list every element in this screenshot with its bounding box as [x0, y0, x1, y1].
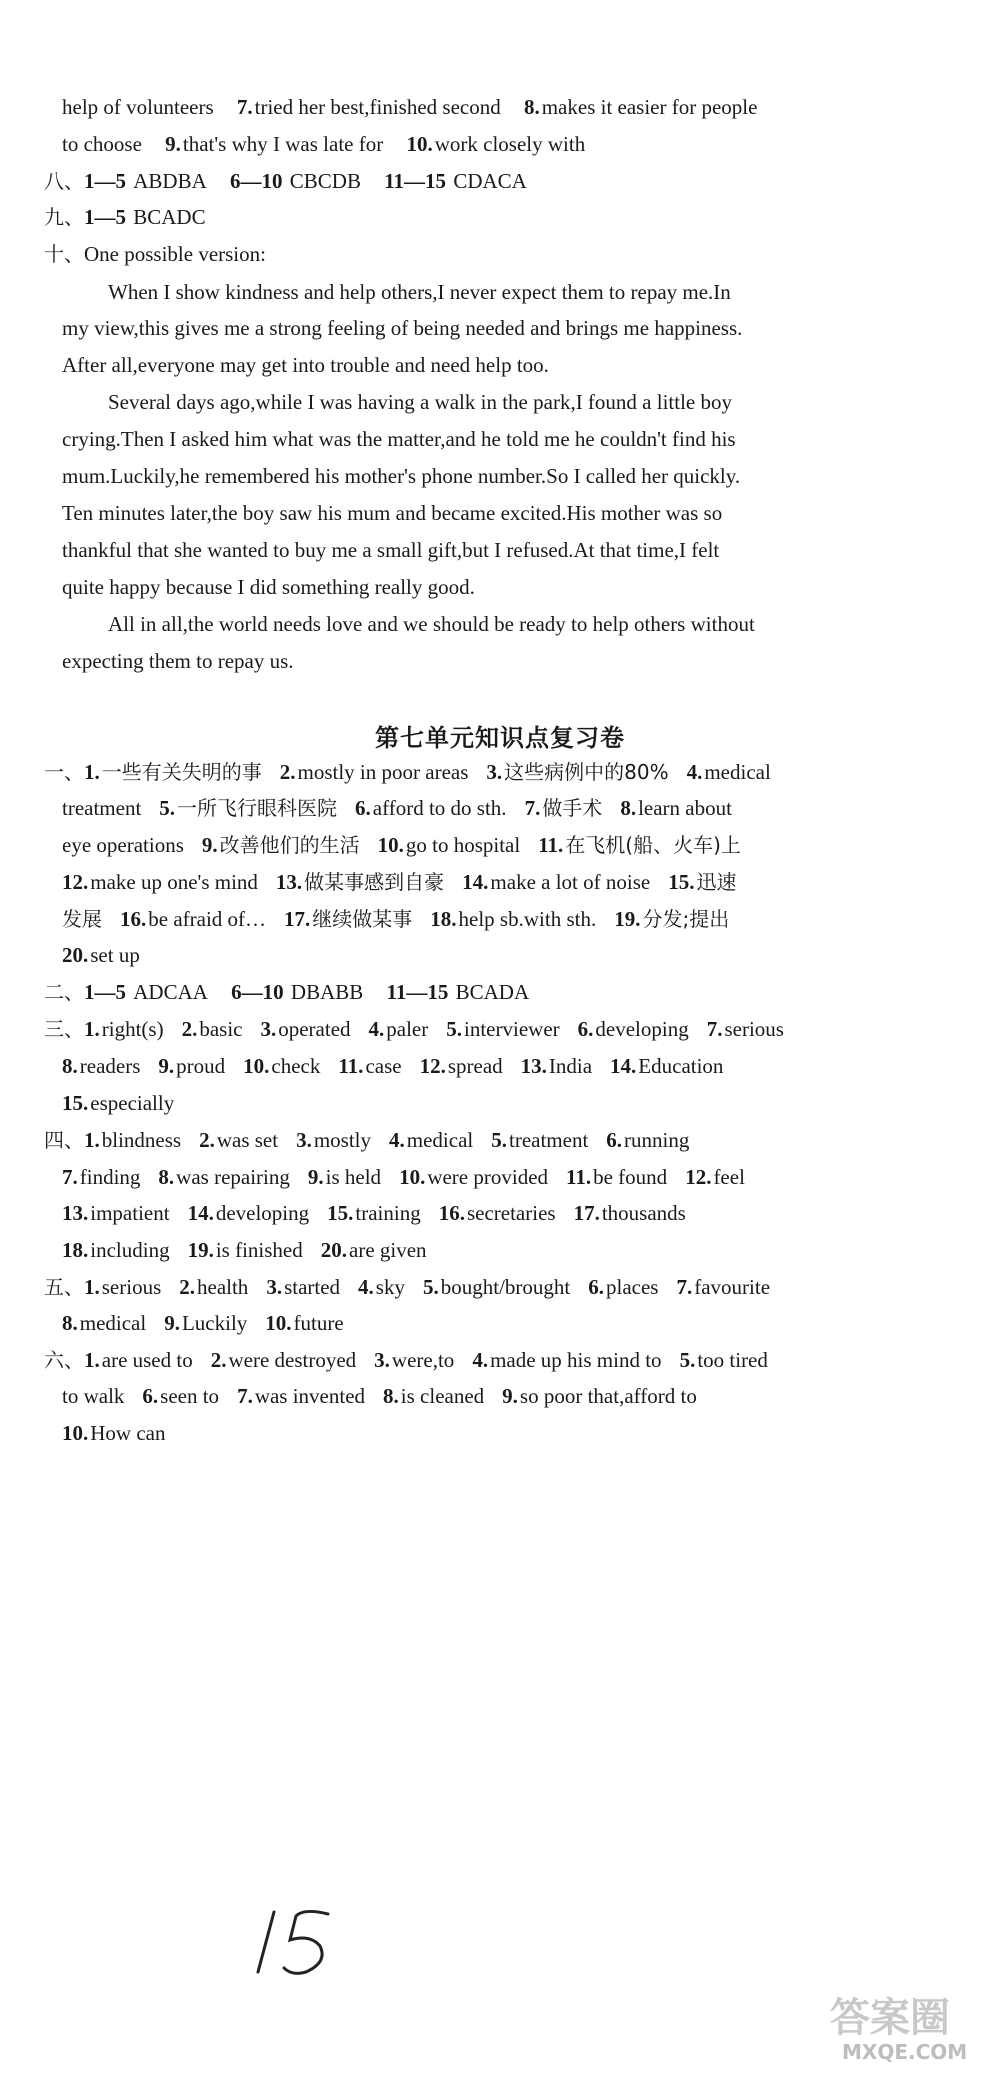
answer-text: DBABB [290, 980, 364, 1004]
answer-text: mostly [313, 1128, 372, 1152]
svg-text:MXQE.COM: MXQE.COM [842, 2040, 968, 2064]
item-number: 6. [606, 1128, 623, 1152]
answer-line [62, 1235, 427, 1265]
essay-line: After all,everyone may get into trouble and need help too. [62, 353, 549, 377]
answer-text: is finished [215, 1238, 303, 1262]
answer-text: learn about [638, 796, 732, 820]
answer-text: were provided [427, 1165, 549, 1189]
item-number: 7. [237, 1384, 253, 1408]
item-number: 6. [577, 1017, 594, 1041]
answer-text: 迅速 [696, 870, 737, 894]
answer-text: operated [278, 1017, 351, 1041]
answer-text: is held [325, 1165, 382, 1189]
continued-line-2 [62, 129, 585, 159]
essay-line: thankful that she wanted to buy me a small gift,but I refused.At that time,I felt [62, 538, 720, 562]
answer-text: bought/brought [440, 1275, 571, 1299]
answer-text: BCADC [133, 205, 206, 229]
section-label: 八、 [44, 169, 84, 193]
item-number: 7. [236, 95, 253, 119]
item-number: 3. [260, 1017, 277, 1041]
item-number: 19. [614, 907, 641, 931]
answer-text: were destroyed [228, 1348, 357, 1372]
item-number: 1. [84, 1275, 100, 1299]
item-number: 9. [201, 833, 218, 857]
unit-title: 第七单元知识点复习卷 [375, 724, 625, 752]
section-label: 十、 [44, 242, 84, 266]
item-number: 3. [296, 1128, 312, 1152]
answer-text: interviewer [464, 1017, 560, 1041]
item-number: 1. [84, 1017, 100, 1041]
answer-line [62, 793, 732, 823]
answer-line [62, 1051, 723, 1081]
item-number: 6. [355, 796, 371, 820]
range-label: 6—10 [231, 980, 284, 1004]
answer-text: CDACA [453, 169, 527, 193]
range-label: 1—5 [84, 169, 126, 193]
answer-text: spread [447, 1054, 503, 1078]
answer-text: help sb.with sth. [458, 907, 597, 931]
answer-text: so poor that,afford to [519, 1384, 697, 1408]
answer-text: started [284, 1275, 341, 1299]
answer-text: finding [79, 1165, 141, 1189]
answer-text: medical [704, 760, 771, 784]
answer-text: thousands [601, 1201, 686, 1225]
answer-text: serious [724, 1017, 784, 1041]
item-number: 4. [472, 1348, 489, 1372]
answer-text: be afraid of… [148, 907, 267, 931]
item-number: 16. [438, 1201, 465, 1225]
item-number: 3. [266, 1275, 283, 1299]
answer-text: help of volunteers [62, 95, 214, 119]
answer-text: Education [638, 1054, 724, 1078]
svg-text:答案圈: 答案圈 [830, 1995, 950, 2041]
section-8-answers [44, 166, 527, 196]
item-number: 1. [84, 760, 100, 784]
answer-text: impatient [90, 1201, 170, 1225]
answer-text: India [548, 1054, 593, 1078]
answer-text: seen to [160, 1384, 220, 1408]
answer-text: places [605, 1275, 659, 1299]
item-number: 8. [158, 1165, 175, 1189]
item-number: 7. [706, 1017, 723, 1041]
item-number: 2. [210, 1348, 227, 1372]
essay-line: Several days ago,while I was having a walk in the park,I found a little boy [108, 390, 732, 414]
item-number: 10. [377, 833, 404, 857]
answer-line [44, 757, 771, 787]
answer-text: 继续做某事 [312, 907, 413, 931]
item-number: 14. [187, 1201, 214, 1225]
answer-line [44, 1345, 768, 1375]
answer-line [62, 1198, 686, 1228]
watermark-logo [822, 1985, 992, 2065]
answer-text: to walk [62, 1384, 125, 1408]
item-number: 8. [62, 1054, 78, 1078]
answer-text: was repairing [176, 1165, 290, 1189]
item-number: 4. [686, 760, 703, 784]
answer-line [44, 1014, 784, 1044]
answer-text: make up one's mind [90, 870, 258, 894]
section-label: 五、 [44, 1275, 84, 1299]
answer-text: 改善他们的生活 [219, 833, 360, 857]
item-number: 15. [327, 1201, 354, 1225]
item-number: 7. [62, 1165, 78, 1189]
item-number: 4. [358, 1275, 374, 1299]
item-number: 1. [84, 1348, 100, 1372]
item-number: 2. [199, 1128, 215, 1152]
item-number: 8. [523, 95, 540, 119]
item-number: 20. [62, 943, 89, 967]
item-number: 3. [486, 760, 503, 784]
answer-text: 做某事感到自豪 [304, 870, 445, 894]
item-number: 14. [610, 1054, 637, 1078]
item-number: 11. [566, 1165, 592, 1189]
item-number: 8. [620, 796, 637, 820]
item-number: 12. [685, 1165, 712, 1189]
item-number: 5. [446, 1017, 463, 1041]
item-number: 10. [406, 132, 433, 156]
item-number: 18. [62, 1238, 89, 1262]
section-label: 一、 [44, 760, 84, 784]
answer-text: ADCAA [133, 980, 208, 1004]
answer-line [62, 867, 736, 897]
answer-text: 在飞机(船、火车)上 [565, 833, 741, 857]
item-number: 9. [307, 1165, 324, 1189]
answer-text: sky [375, 1275, 405, 1299]
essay-line: my view,this gives me a strong feeling of being needed and brings me happiness. [62, 316, 743, 340]
answer-text: to choose [62, 132, 142, 156]
answer-line [62, 1418, 165, 1448]
item-number: 3. [374, 1348, 390, 1372]
answer-text: BCADA [455, 980, 530, 1004]
item-number: 10. [399, 1165, 426, 1189]
answer-text: health [197, 1275, 249, 1299]
item-number: 9. [164, 1311, 180, 1335]
handwritten-score-mark [240, 1900, 340, 1980]
item-number: 5. [159, 796, 176, 820]
item-number: 5. [679, 1348, 696, 1372]
item-number: 13. [62, 1201, 89, 1225]
section-label: 二、 [44, 980, 84, 1004]
range-label: 1—5 [84, 205, 126, 229]
answer-line [62, 1308, 344, 1338]
item-number: 9. [165, 132, 181, 156]
answer-text: are used to [101, 1348, 193, 1372]
answer-text: 发展 [62, 907, 102, 931]
answer-text: ABDBA [133, 169, 207, 193]
item-number: 6. [142, 1384, 159, 1408]
range-label: 11—15 [386, 980, 449, 1004]
answer-text: CBCDB [289, 169, 361, 193]
answer-text: developing [215, 1201, 310, 1225]
answer-text: blindness [101, 1128, 182, 1152]
answer-text: including [90, 1238, 170, 1262]
range-label: 6—10 [230, 169, 283, 193]
item-number: 10. [265, 1311, 292, 1335]
item-number: 10. [62, 1421, 89, 1445]
answer-text: treatment [509, 1128, 589, 1152]
essay-line: When I show kindness and help others,I never expect them to repay me.In [108, 280, 731, 304]
item-number: 12. [419, 1054, 446, 1078]
item-number: 9. [158, 1054, 175, 1078]
answer-text: medical [406, 1128, 474, 1152]
answer-text: future [293, 1311, 344, 1335]
answer-text: afford to do sth. [372, 796, 507, 820]
answer-line [62, 940, 140, 970]
item-number: 8. [62, 1311, 78, 1335]
answer-text: were,to [391, 1348, 455, 1372]
item-number: 2. [181, 1017, 198, 1041]
answer-text: secretaries [466, 1201, 556, 1225]
range-label: 1—5 [84, 980, 126, 1004]
answer-line [62, 1162, 745, 1192]
answer-text: medical [79, 1311, 147, 1335]
item-number: 15. [62, 1091, 89, 1115]
answer-text: serious [101, 1275, 162, 1299]
answer-text: treatment [62, 796, 142, 820]
item-number: 14. [462, 870, 489, 894]
item-number: 6. [588, 1275, 604, 1299]
section-label: 四、 [44, 1128, 84, 1152]
range-label: 11—15 [384, 169, 447, 193]
answer-text: feel [713, 1165, 745, 1189]
answer-text: basic [199, 1017, 243, 1041]
item-number: 7. [524, 796, 541, 820]
answer-text: training [355, 1201, 421, 1225]
answer-text: check [271, 1054, 321, 1078]
item-number: 19. [187, 1238, 214, 1262]
essay-line: Ten minutes later,the boy saw his mum and became excited.His mother was so [62, 501, 723, 525]
answer-text: go to hospital [405, 833, 521, 857]
answer-text: right(s) [101, 1017, 164, 1041]
answer-line [62, 830, 741, 860]
item-number: 7. [676, 1275, 693, 1299]
answer-text: especially [90, 1091, 175, 1115]
item-number: 9. [502, 1384, 518, 1408]
answer-text: be found [593, 1165, 668, 1189]
answer-text: readers [79, 1054, 141, 1078]
continued-line-1 [62, 92, 757, 122]
answer-line [62, 1381, 697, 1411]
item-number: 5. [491, 1128, 507, 1152]
answer-text: mostly in poor areas [297, 760, 469, 784]
answer-text: make a lot of noise [490, 870, 651, 894]
item-number: 12. [62, 870, 89, 894]
essay-line: mum.Luckily,he remembered his mother's phone number.So I called her quickly. [62, 464, 741, 488]
item-number: 8. [383, 1384, 399, 1408]
section-label: 三、 [44, 1017, 84, 1041]
section-label: 六、 [44, 1348, 84, 1372]
item-number: 18. [430, 907, 457, 931]
item-number: 2. [179, 1275, 195, 1299]
essay-intro: One possible version: [84, 242, 266, 266]
answer-text: makes it easier for people [541, 95, 758, 119]
answer-text: 一些有关失明的事 [101, 760, 262, 784]
answer-text: set up [90, 943, 140, 967]
answer-text: Luckily [181, 1311, 248, 1335]
item-number: 17. [573, 1201, 600, 1225]
answer-text: 分发;提出 [642, 907, 730, 931]
answer-text: running [624, 1128, 690, 1152]
item-number: 2. [279, 760, 296, 784]
answer-text: favourite [694, 1275, 771, 1299]
item-number: 20. [320, 1238, 347, 1262]
answer-text: proud [176, 1054, 226, 1078]
item-number: 5. [422, 1275, 439, 1299]
answer-text: too tired [697, 1348, 768, 1372]
answer-text: is cleaned [400, 1384, 485, 1408]
answer-text: work closely with [434, 132, 586, 156]
answer-text: eye operations [62, 833, 184, 857]
item-number: 10. [243, 1054, 270, 1078]
review-section-2 [44, 977, 529, 1007]
answer-line [62, 1088, 174, 1118]
section-label: 九、 [44, 205, 84, 229]
answer-text: 做手术 [542, 796, 603, 820]
answer-text: paler [386, 1017, 429, 1041]
answer-text: was set [216, 1128, 279, 1152]
answer-text: 一所飞行眼科医院 [177, 796, 338, 820]
answer-text: made up his mind to [490, 1348, 662, 1372]
answer-line [62, 904, 729, 934]
answer-text: that's why I was late for [182, 132, 384, 156]
essay-line: crying.Then I asked him what was the matter,and he told me he couldn't find his [62, 427, 736, 451]
essay-line: expecting them to repay us. [62, 649, 294, 673]
item-number: 11. [338, 1054, 364, 1078]
item-number: 13. [275, 870, 303, 894]
item-number: 13. [520, 1054, 547, 1078]
section-10-intro [44, 239, 266, 269]
item-number: 11. [538, 833, 564, 857]
item-number: 17. [284, 907, 311, 931]
answer-line [44, 1272, 770, 1302]
item-number: 4. [368, 1017, 385, 1041]
item-number: 1. [84, 1128, 100, 1152]
item-number: 15. [668, 870, 695, 894]
answer-text: are given [349, 1238, 427, 1262]
answer-line [44, 1125, 689, 1155]
item-number: 4. [389, 1128, 405, 1152]
section-9-answers [44, 202, 206, 232]
essay-line: quite happy because I did something really good. [62, 575, 475, 599]
essay-line: All in all,the world needs love and we should be ready to help others without [108, 612, 755, 636]
answer-text: case [365, 1054, 402, 1078]
answer-text: was invented [254, 1384, 366, 1408]
answer-text: tried her best,finished second [254, 95, 501, 119]
answer-text: How can [90, 1421, 166, 1445]
answer-text: developing [595, 1017, 689, 1041]
item-number: 16. [120, 907, 147, 931]
answer-text: 这些病例中的80% [504, 760, 669, 784]
